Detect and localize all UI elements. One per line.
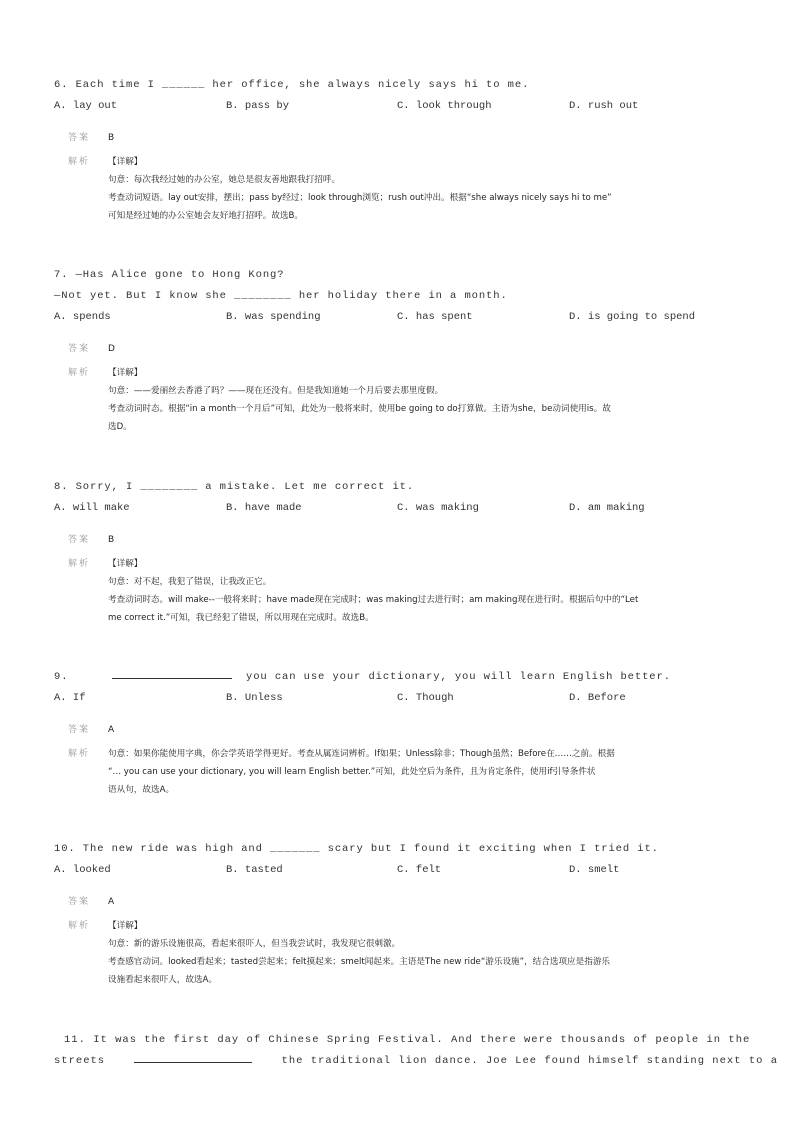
option-c[interactable]: C. was making — [397, 502, 479, 514]
options-row — [54, 688, 744, 709]
analysis-line: 句意：对不起，我犯了错误，让我改正它。 — [108, 577, 272, 587]
question-stem-2 — [54, 1051, 779, 1072]
answer-block — [68, 129, 744, 225]
question-stem-text: the traditional lion dance. Joe Lee found himself standing next to a — [281, 1055, 779, 1067]
analysis-label: 解析 — [68, 921, 91, 931]
option-b[interactable]: B. pass by — [226, 100, 290, 112]
answer-value: B — [108, 535, 115, 545]
answer-blank[interactable] — [112, 667, 232, 679]
option-c[interactable]: C. felt — [397, 864, 442, 876]
analysis-text — [108, 745, 718, 799]
question-11 — [54, 1030, 779, 1072]
analysis-line: 考查动词短语。lay out安排，摆出；pass by经过；look through浏览；rush out冲出。根据“she always nicely says hi to me” — [108, 193, 612, 203]
analysis-line: 可知是经过她的办公室她会友好地打招呼。故选B。 — [108, 211, 303, 221]
answer-label: 答案 — [68, 897, 91, 907]
analysis-line: 设施看起来很吓人，故选A。 — [108, 975, 218, 985]
option-c[interactable]: C. has spent — [397, 311, 473, 323]
question-number: 9. — [54, 671, 69, 683]
detail-label: 【详解】 — [108, 921, 143, 931]
analysis-text — [108, 917, 718, 989]
options-row — [54, 96, 744, 117]
detail-label: 【详解】 — [108, 368, 143, 378]
option-b[interactable]: B. have made — [226, 502, 302, 514]
analysis-line: 选D。 — [108, 422, 132, 432]
answer-block — [68, 340, 744, 436]
analysis-line: 考查感官动词。looked看起来；tasted尝起来；felt摸起来；smelt闻起来。主语是The new ride“游乐设施”，结合选项应是指游乐 — [108, 957, 611, 967]
analysis-line: 语从句，故选A。 — [108, 785, 175, 795]
analysis-label: 解析 — [68, 749, 91, 759]
question-stem: 7. —Has Alice gone to Hong Kong? — [54, 269, 285, 281]
answer-block — [68, 721, 744, 799]
analysis-text — [108, 555, 718, 627]
analysis-line: 句意：每次我经过她的办公室，她总是很友善地跟我打招呼。 — [108, 175, 341, 185]
question-stem — [54, 667, 744, 688]
analysis-label: 解析 — [68, 368, 91, 378]
question-8 — [54, 477, 744, 627]
question-10 — [54, 839, 744, 989]
analysis-line: me correct it.”可知，我已经犯了错误，所以用现在完成时。故选B。 — [108, 613, 374, 623]
answer-label: 答案 — [68, 535, 91, 545]
analysis-line: 考查动词时态。根据“in a month一个月后”可知，此处为一般将来时，使用be going to do打算做。主语为she，be动词使用is。故 — [108, 404, 611, 414]
analysis-label: 解析 — [68, 559, 91, 569]
option-b[interactable]: B. tasted — [226, 864, 283, 876]
options-row — [54, 498, 744, 519]
option-c[interactable]: C. Though — [397, 692, 454, 704]
answer-block — [68, 531, 744, 627]
option-a[interactable]: A. will make — [54, 502, 130, 514]
option-b[interactable]: B. Unless — [226, 692, 283, 704]
option-a[interactable]: A. spends — [54, 311, 111, 323]
option-d[interactable]: D. is going to spend — [569, 311, 696, 323]
question-stem-text: streets — [54, 1055, 106, 1067]
answer-label: 答案 — [68, 725, 91, 735]
answer-value: B — [108, 133, 115, 143]
answer-block — [68, 893, 744, 989]
question-stem: 10. The new ride was high and _______ scary but I found it exciting when I tried it. — [54, 843, 659, 855]
analysis-line: 句意：——爱丽丝去香港了吗？——现在还没有。但是我知道她一个月后要去那里度假。 — [108, 386, 444, 396]
question-stem-text: you can use your dictionary, you will learn English better. — [246, 671, 671, 683]
option-d[interactable]: D. Before — [569, 692, 626, 704]
option-c[interactable]: C. look through — [397, 100, 492, 112]
analysis-line: “… you can use your dictionary, you will learn English better.”可知，此处空后为条件，且为肯定条件，使用if引导条件状 — [108, 767, 596, 777]
detail-label: 【详解】 — [108, 157, 143, 167]
option-a[interactable]: A. looked — [54, 864, 111, 876]
analysis-text — [108, 364, 718, 436]
answer-label: 答案 — [68, 133, 91, 143]
question-9 — [54, 667, 744, 799]
answer-blank[interactable] — [134, 1051, 252, 1063]
answer-label: 答案 — [68, 344, 91, 354]
question-stem: 11. It was the first day of Chinese Spring Festival. And there were thousands of people in the — [64, 1034, 751, 1046]
detail-label: 【详解】 — [108, 559, 143, 569]
analysis-line: 考查动词时态。will make--一般将来时；have made现在完成时；was making过去进行时；am making现在进行时。根据后句中的“Let — [108, 595, 639, 605]
option-d[interactable]: D. rush out — [569, 100, 639, 112]
options-row — [54, 307, 744, 328]
answer-value: D — [108, 344, 115, 354]
question-7 — [54, 265, 744, 436]
option-b[interactable]: B. was spending — [226, 311, 321, 323]
option-a[interactable]: A. If — [54, 692, 86, 704]
option-d[interactable]: D. am making — [569, 502, 645, 514]
analysis-line: 句意：如果你能使用字典，你会学英语学得更好。考查从属连词辨析。If如果；Unless除非；Though虽然；Before在……之前。根据 — [108, 749, 615, 759]
question-stem-2: —Not yet. But I know she ________ her holiday there in a month. — [54, 290, 508, 302]
analysis-label: 解析 — [68, 157, 91, 167]
answer-value: A — [108, 897, 115, 907]
option-d[interactable]: D. smelt — [569, 864, 620, 876]
option-a[interactable]: A. lay out — [54, 100, 118, 112]
question-stem: 8. Sorry, I ________ a mistake. Let me correct it. — [54, 481, 415, 493]
options-row — [54, 860, 744, 881]
analysis-line: 句意：新的游乐设施很高，看起来很吓人，但当我尝试时，我发现它很刺激。 — [108, 939, 401, 949]
answer-value: A — [108, 725, 115, 735]
question-stem: 6. Each time I ______ her office, she always nicely says hi to me. — [54, 79, 530, 91]
question-6 — [54, 75, 744, 225]
analysis-text — [108, 153, 718, 225]
